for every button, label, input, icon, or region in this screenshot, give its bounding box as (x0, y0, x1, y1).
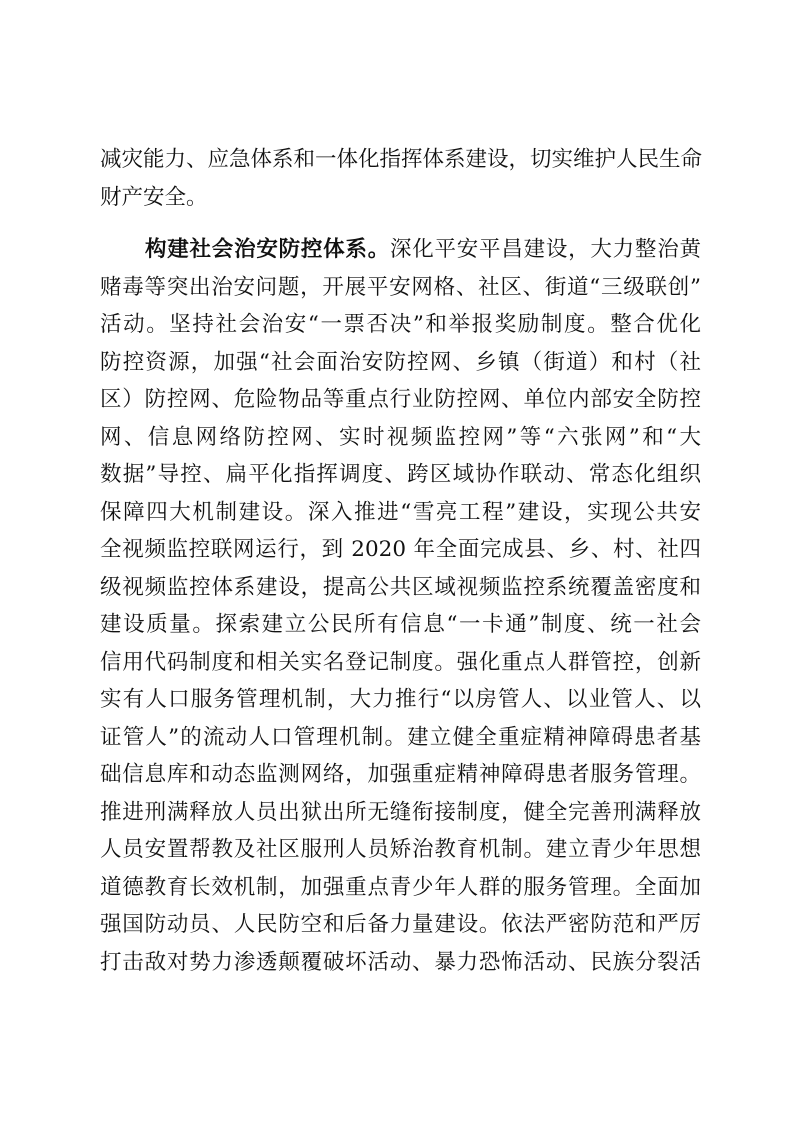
text-line: 减灾能力、应急体系和一体化指挥体系建设，切实维护人民生命 (100, 147, 703, 172)
text-line: 活动。坚持社会治安“一票否决”和举报奖励制度。整合优化 (100, 312, 701, 337)
text-line: 保障四大机制建设。深入推进“雪亮工程”建设，实现公共安 (100, 499, 701, 525)
text-line: 证管人”的流动人口管理机制。建立健全重症精神障碍患者基 (100, 724, 701, 750)
text-line: 实有人口服务管理机制，大力推行“以房管人、以业管人、以 (100, 687, 701, 712)
text-run: 深化平安平昌建设，大力整治黄 (389, 237, 701, 262)
text-line: 信用代码制度和相关实名登记制度。强化重点人群管控，创新 (100, 649, 701, 675)
text-line: 赌毒等突出治安问题，开展平安网格、社区、街道“三级联创” (100, 274, 701, 300)
text-line: 础信息库和动态监测网络，加强重症精神障碍患者服务管理。 (100, 762, 701, 787)
text-line: 网、信息网络防控网、实时视频监控网”等“六张网”和“大 (100, 424, 701, 450)
text-line: 打击敌对势力渗透颠覆破坏活动、暴力恐怖活动、民族分裂活 (100, 949, 701, 975)
text-line: 人员安置帮教及社区服刑人员矫治教育机制。建立青少年思想 (100, 837, 701, 862)
section-heading: 构建社会治安防控体系。 (145, 237, 390, 262)
document-page (100, 141, 701, 981)
text-line: 数据”导控、扁平化指挥调度、跨区域协作联动、常态化组织 (100, 462, 701, 487)
text-line: 建设质量。探索建立公民所有信息“一卡通”制度、统一社会 (100, 612, 701, 637)
text-line: 道德教育长效机制，加强重点青少年人群的服务管理。全面加 (100, 874, 701, 900)
text-line: 级视频监控体系建设，提高公共区域视频监控系统覆盖密度和 (100, 574, 701, 600)
text-line (100, 231, 701, 269)
paragraph-2 (100, 231, 701, 981)
paragraph-1 (100, 141, 701, 216)
text-line: 推进刑满释放人员出狱出所无缝衔接制度，健全完善刑满释放 (100, 799, 701, 825)
text-line: 防控资源，加强“社会面治安防控网、乡镇（街道）和村（社 (100, 349, 701, 375)
text-line: 财产安全。 (100, 184, 208, 210)
text-line: 强国防动员、人民防空和后备力量建设。依法严密防范和严厉 (100, 912, 701, 937)
text-line: 区）防控网、危险物品等重点行业防控网、单位内部安全防控 (100, 387, 701, 412)
text-line: 全视频监控联网运行，到 2020 年全面完成县、乡、村、社四 (100, 537, 701, 562)
